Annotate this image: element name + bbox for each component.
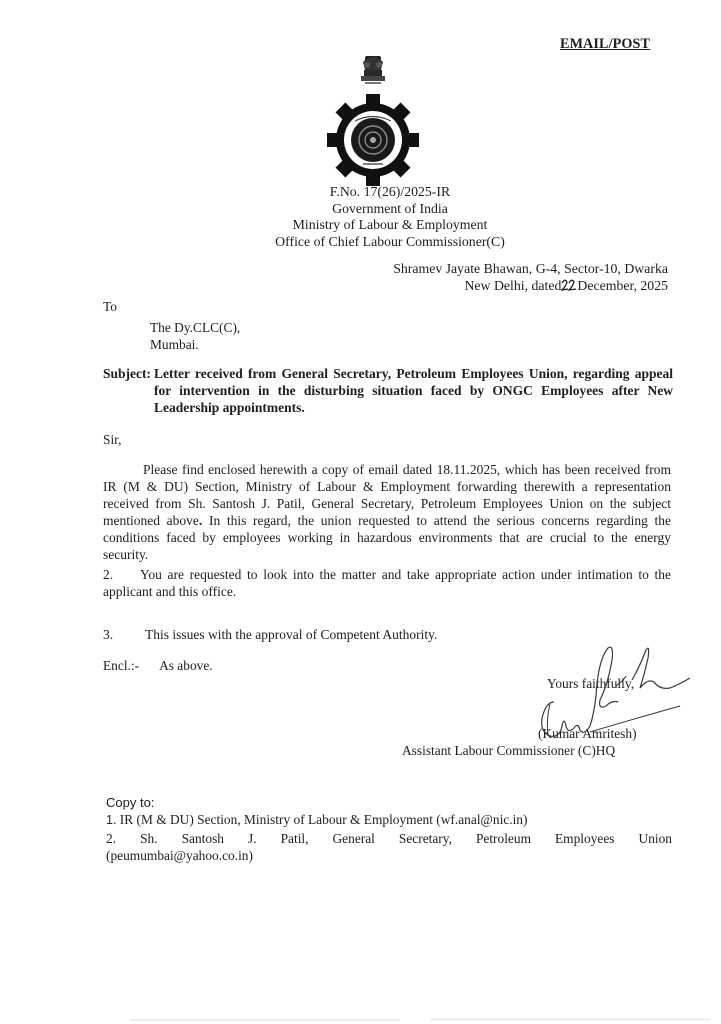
paragraph-1-period: . <box>198 513 203 528</box>
date-suffix: December, 2025 <box>577 278 668 294</box>
copy-to-number: 1. <box>106 813 117 828</box>
subject-label: Subject: <box>103 366 151 381</box>
handwritten-day <box>561 278 577 292</box>
paragraph-1-text-cont: In this regard, the union requested to attend the serious concerns regarding the conditions faced by employees working in hazardous environments that are crucial to the energy security. <box>103 513 671 562</box>
copy-to-item <box>106 811 672 829</box>
labour-commissioner-seal-icon <box>327 94 419 186</box>
subject-block <box>103 365 673 416</box>
sender-address <box>393 260 668 294</box>
enclosure-value: As above. <box>159 658 213 673</box>
paragraph-number: 3. <box>103 627 114 642</box>
paragraph-number: 2. <box>103 567 114 582</box>
file-number: F.No. 17(26)/2025-IR <box>329 184 451 199</box>
paragraph-2 <box>103 566 671 600</box>
issuer-office: Office of Chief Labour Commissioner(C) <box>275 233 505 249</box>
paragraph-3-text: This issues with the approval of Competent Authority. <box>145 627 438 642</box>
issuer-government: Government of India <box>332 200 448 216</box>
enclosure <box>103 658 213 674</box>
dispatch-mode-label: EMAIL/POST <box>560 36 651 52</box>
issuer-ministry: Ministry of Labour & Employment <box>292 217 488 233</box>
closing: Yours faithfully, <box>547 676 635 691</box>
copy-to-heading: Copy to: <box>106 795 155 810</box>
ashoka-emblem-icon <box>361 56 385 84</box>
copy-to-item <box>106 830 672 847</box>
copy-to-email: (peumumbai@yahoo.co.in) <box>106 847 253 863</box>
enclosure-label: Encl.:- <box>103 658 140 673</box>
copy-to-number: 2. <box>106 830 117 846</box>
copy-to-text: Sh. Santosh J. Patil, General Secretary, Petroleum Employees Union <box>140 830 673 846</box>
government-emblem-and-seal <box>323 48 423 188</box>
scan-edge-marks <box>120 1018 720 1022</box>
copy-to-text: IR (M & DU) Section, Ministry of Labour & Employment (wf.anal@nic.in) <box>119 812 528 828</box>
date-line <box>393 277 668 294</box>
recipient-city: Mumbai. <box>150 336 199 352</box>
recipient-title: The Dy.CLC(C), <box>150 320 241 335</box>
paragraph-1 <box>103 461 671 563</box>
salutation: Sir, <box>103 432 122 447</box>
signatory-name: (Kumar Amritesh) <box>538 726 637 741</box>
recipient-block <box>150 320 240 353</box>
paragraph-3 <box>103 626 671 643</box>
copy-to-block <box>106 794 672 864</box>
date-prefix: New Delhi, dated <box>464 278 562 294</box>
subject-text: Letter received from General Secretary, Petroleum Employees Union, regarding appeal for intervention in the disturbing situation faced by ONGC Employees after New Leadership appointments. <box>154 366 673 415</box>
to-label: To <box>103 299 117 314</box>
letterhead <box>230 184 550 250</box>
signatory-designation: Assistant Labour Commissioner (C)HQ <box>402 743 616 758</box>
paragraph-2-text: You are requested to look into the matter and take appropriate action under intimation to the applicant and this office. <box>103 567 671 599</box>
address-line: Shramev Jayate Bhawan, G-4, Sector-10, Dwarka <box>393 261 668 276</box>
paragraph-1-text: Please find enclosed herewith a copy of email dated 18.11.2025, which has been received from IR (M & DU) Section, Ministry of Labour & Employment forwarding therewith a representation received from Sh. Santosh J. Patil, General Secretary, Petroleum Employees Union on the subject mentioned above <box>103 462 671 528</box>
